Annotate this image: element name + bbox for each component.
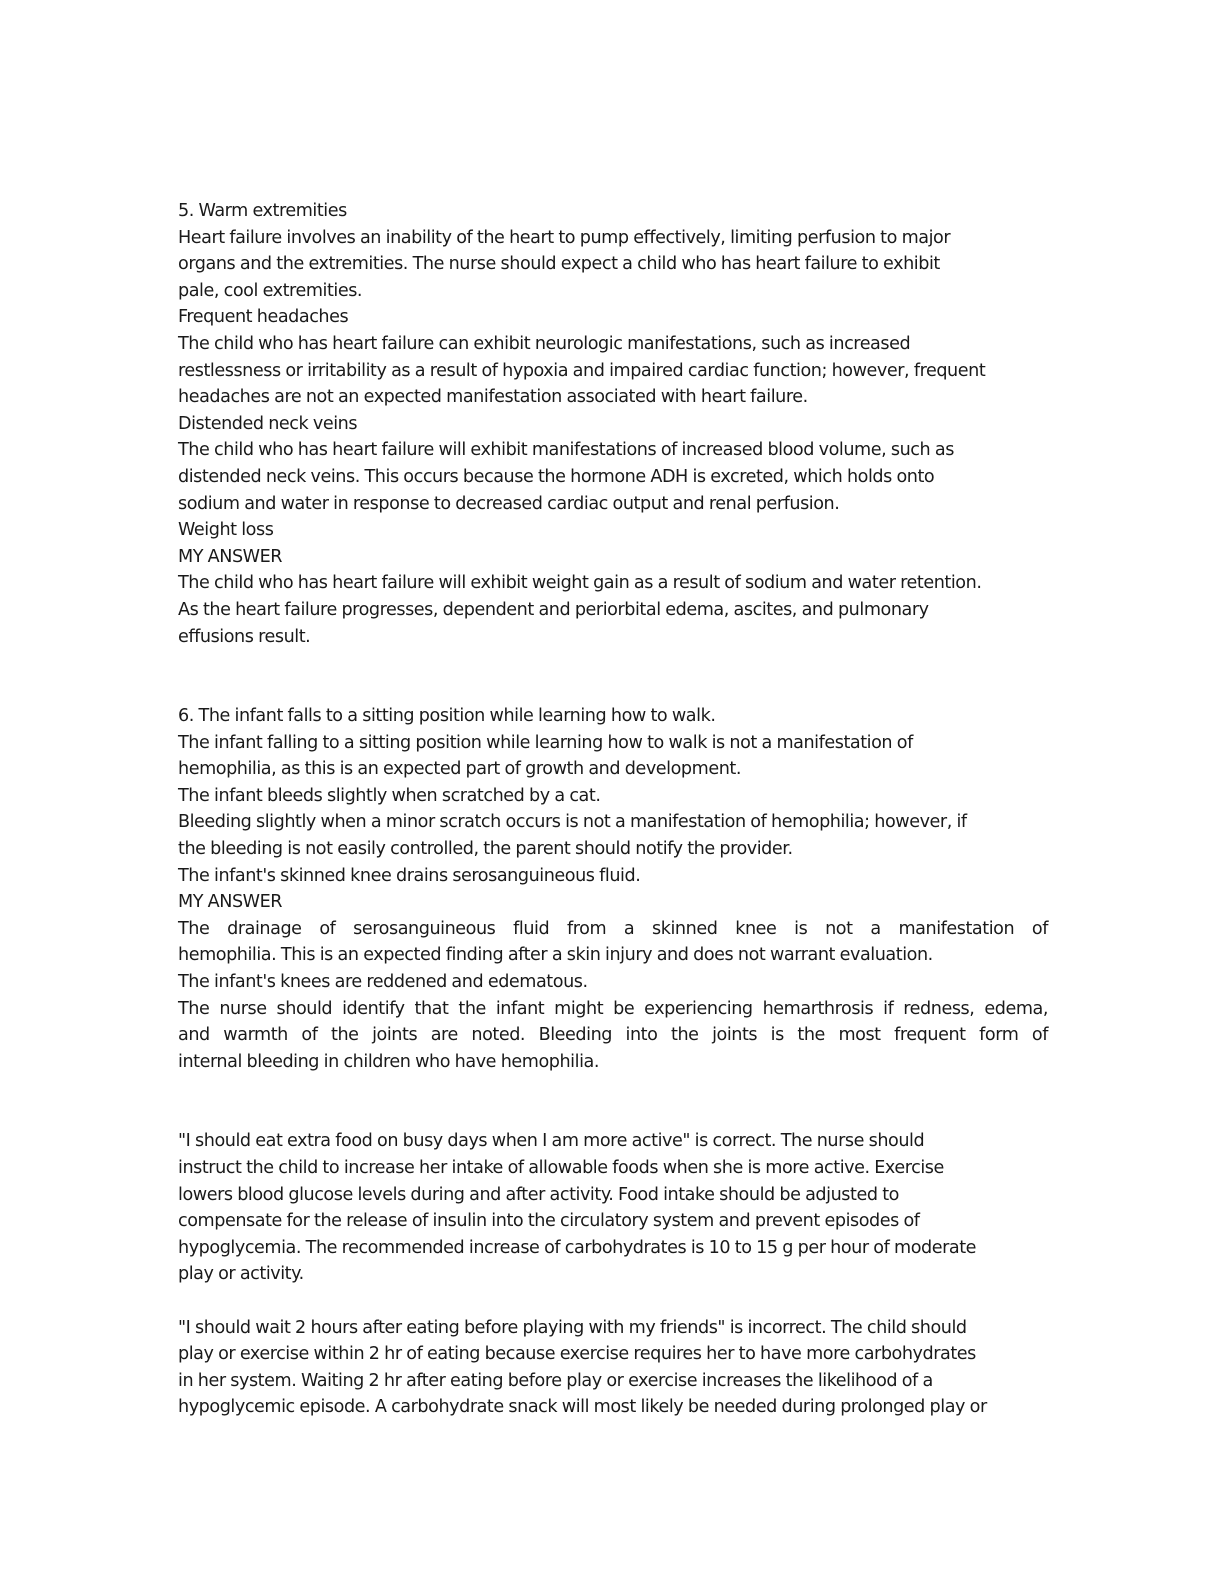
q6-option-4-rationale-line: internal bleeding in children who have hemophilia. — [178, 1051, 599, 1072]
q6-option-3-rationale-line: hemophilia. This is an expected finding after a skin injury and does not warrant evaluation. — [178, 945, 933, 966]
question-5 — [178, 198, 1048, 650]
q5-option-4-title: Weight loss — [178, 520, 274, 541]
q5-option-1-rationale-line: organs and the extremities. The nurse should expect a child who has heart failure to exhibit — [178, 254, 940, 275]
q5-option-4-rationale-line: The child who has heart failure will exhibit weight gain as a result of sodium and water retention. — [178, 573, 982, 594]
q6-my-answer-label: MY ANSWER — [178, 892, 283, 913]
q6-option-1-rationale-line: The infant falling to a sitting position while learning how to walk is not a manifestation of — [178, 732, 913, 753]
q6-option-2-title: The infant bleeds slightly when scratched by a cat. — [178, 785, 601, 806]
q6-option-3-rationale-text: The drainage of serosanguineous fluid from a skinned knee is not a manifestation of — [178, 918, 1048, 939]
q5-option-4-rationale-line: effusions result. — [178, 626, 311, 647]
q7-paragraph-1-line: lowers blood glucose levels during and after activity. Food intake should be adjusted to — [178, 1184, 899, 1205]
q5-option-2-rationale-line: restlessness or irritability as a result of hypoxia and impaired cardiac function; however, frequent — [178, 360, 986, 381]
q5-option-3-title: Distended neck veins — [178, 413, 358, 434]
q5-option-4-rationale-line: As the heart failure progresses, dependent and periorbital edema, ascites, and pulmonary — [178, 599, 929, 620]
q7-paragraph-2-line: in her system. Waiting 2 hr after eating before play or exercise increases the likelihood of a — [178, 1370, 933, 1391]
section-spacer — [178, 650, 1048, 703]
q5-option-3-rationale-line: The child who has heart failure will exhibit manifestations of increased blood volume, such as — [178, 440, 954, 461]
q6-option-2-rationale-line: Bleeding slightly when a minor scratch occurs is not a manifestation of hemophilia; however, if — [178, 812, 967, 833]
q5-option-3-rationale-line: distended neck veins. This occurs because the hormone ADH is excreted, which holds onto — [178, 466, 935, 487]
q7-paragraph-1-line: instruct the child to increase her intake of allowable foods when she is more active. Exercise — [178, 1158, 944, 1178]
q7-paragraph-1-line: play or activity. — [178, 1264, 304, 1285]
q6-option-2-rationale-line: the bleeding is not easily controlled, the parent should notify the provider. — [178, 839, 793, 860]
q7-paragraph-2-line: hypoglycemic episode. A carbohydrate snack will most likely be needed during prolonged play or — [178, 1397, 987, 1418]
q5-option-2-title: Frequent headaches — [178, 307, 349, 328]
q5-my-answer-label: MY ANSWER — [178, 546, 283, 567]
q5-option-1-title: 5. Warm extremities — [178, 201, 347, 221]
q5-option-1-rationale-line: pale, cool extremities. — [178, 280, 363, 301]
q6-option-4-title: The infant's knees are reddened and edematous. — [178, 972, 588, 993]
section-spacer — [178, 1075, 1048, 1128]
q7-paragraph-2-line: play or exercise within 2 hr of eating because exercise requires her to have more carbohydrates — [178, 1344, 976, 1365]
q7-paragraph-1-line: hypoglycemia. The recommended increase of carbohydrates is 10 to 15 g per hour of moderate — [178, 1237, 977, 1258]
q6-option-4-rationale-text: and warmth of the joints are noted. Bleeding into the joints is the most frequent form of — [178, 1025, 1048, 1046]
q6-option-1-title: 6. The infant falls to a sitting position while learning how to walk. — [178, 706, 716, 727]
q6-option-1-rationale-line: hemophilia, as this is an expected part of growth and development. — [178, 759, 741, 780]
q5-option-2-rationale-line: headaches are not an expected manifestation associated with heart failure. — [178, 387, 808, 408]
q7-paragraph-1-line: compensate for the release of insulin into the circulatory system and prevent episodes of — [178, 1211, 920, 1232]
question-6 — [178, 703, 1048, 1075]
q5-option-1-rationale-line: Heart failure involves an inability of the heart to pump effectively, limiting perfusion to major — [178, 227, 951, 248]
document-body — [178, 198, 1048, 1421]
q5-option-2-rationale-line: The child who has heart failure can exhibit neurologic manifestations, such as increased — [178, 333, 911, 354]
paragraph-spacer — [178, 1288, 1048, 1315]
q7-paragraph-2-line: "I should wait 2 hours after eating before playing with my friends" is incorrect. The child should — [178, 1317, 967, 1338]
q6-option-3-title: The infant's skinned knee drains serosanguineous fluid. — [178, 865, 641, 886]
q6-option-4-rationale-text: The nurse should identify that the infant might be experiencing hemarthrosis if redness, edema, — [178, 998, 1048, 1019]
q5-option-3-rationale-line: sodium and water in response to decreased cardiac output and renal perfusion. — [178, 493, 840, 514]
q7-paragraph-1-line: "I should eat extra food on busy days when I am more active" is correct. The nurse should — [178, 1131, 925, 1152]
question-7 — [178, 1128, 1048, 1421]
